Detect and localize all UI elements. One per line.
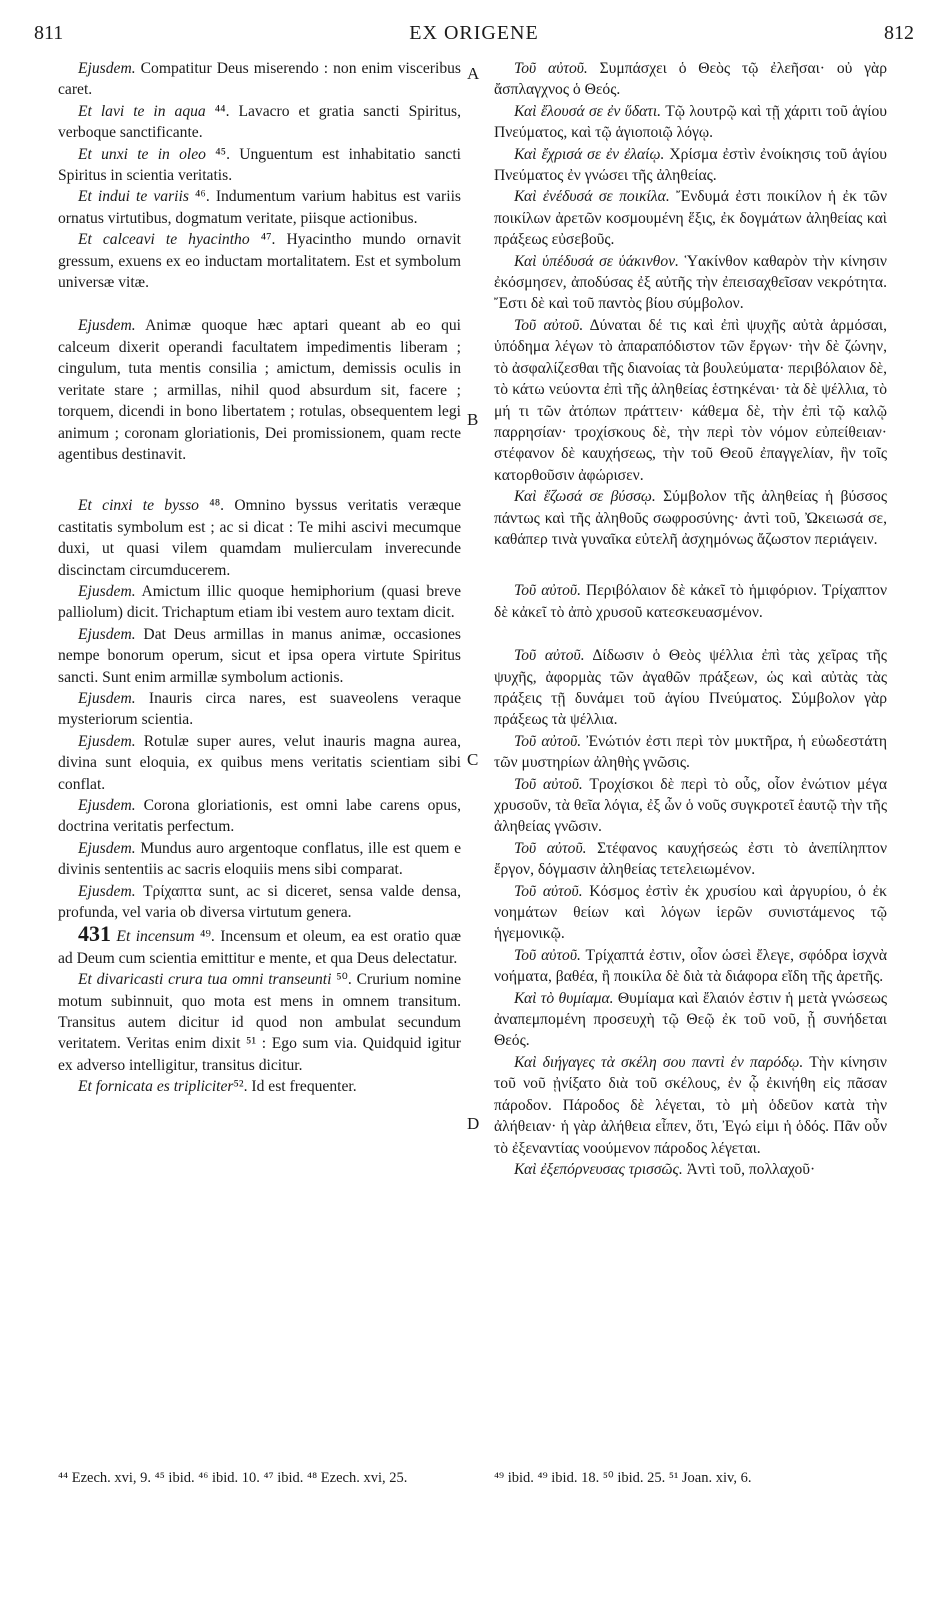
paragraph-lemma: Καὶ ἔζωσά σε βύσσῳ. — [514, 488, 656, 506]
left-paragraph — [58, 581, 461, 624]
right-paragraph — [494, 315, 887, 486]
right-paragraph — [494, 645, 887, 731]
paragraph-lemma: Ejusdem. — [78, 317, 136, 335]
right-paragraph — [494, 945, 887, 988]
paragraph-lemma: Ejusdem. — [78, 882, 136, 900]
left-paragraph — [58, 315, 461, 465]
paragraph-text: Rotulæ super aures, velut inauris magna aurea, divina sunt eloquia, ex quibus mens veritatis scientiam sibi conflat. — [58, 732, 461, 793]
right-paragraph — [494, 774, 887, 838]
paragraph-lemma: Ejusdem. — [78, 60, 136, 77]
right-paragraph — [494, 1052, 887, 1159]
paragraph-lemma: Ejusdem. — [78, 839, 136, 857]
paragraph-text: Στέφανος καυχήσεώς ἐστι τὸ ἀνεπίληπτον ἔργον, δόγμασιν ἀληθείας τετελειωμένον. — [494, 839, 887, 879]
left-paragraph — [58, 144, 461, 187]
paragraph-text: Θυμίαμα καὶ ἔλαιόν ἐστιν ἡ μετὰ γνώσεως ἀναπεμπομένη προσευχὴ τῷ Θεῷ ἐκ τοῦ νοῦ, ᾗ συνήδεται Θεός. — [494, 989, 888, 1050]
right-paragraph — [494, 881, 887, 945]
paragraph-lemma: Et unxi te in oleo — [78, 145, 206, 163]
left-paragraph — [58, 731, 461, 795]
paragraph-text: ⁴⁸. Omnino byssus veritatis veræque castitatis symbolum est ; ac si dicat : Te mihi ascivi mecumque duxi, ut quasi vilem quamdam mulierculam inverecunde discinctam circumducerem. — [58, 497, 462, 579]
right-paragraph — [494, 251, 887, 315]
left-paragraph — [58, 923, 461, 969]
left-paragraph — [58, 624, 461, 688]
left-paragraph — [58, 229, 461, 293]
paragraph-lemma: Et indui te variis — [78, 188, 189, 206]
paragraph-lemma: Τοῦ αὐτοῦ. — [514, 732, 582, 750]
latin-column — [58, 58, 461, 1098]
right-paragraph — [494, 144, 887, 187]
left-paragraph — [58, 688, 461, 731]
paragraph-text: ⁵⁰. Crurium nomine motum subinnuit, quo mota est mens in omnem transitum. Transitus autem dicitur id quod non ambulat secundum veritatem. Veritas enim dixit ⁵¹ : Ego sum via. Quidquid igitur ex adverso intelligitur, transitus dicitur. — [58, 971, 461, 1074]
paragraph-lemma: Καὶ ἔλουσά σε ἐν ὕδατι. — [514, 102, 662, 120]
paragraph-text: Animæ quoque hæc aptari queant ab eo qui calceum dixerit operandi facultatem impedimentis liberam ; cingulum, tuta mentis consilia ; amictum, demissis oculis in veritate stare ; armillas, nihil quod absurdum sit, facere ; torquem, dicendi in bono libertatem ; rotulas, obsequentem legi animum ; coronam gloriationis, Dei promissionem, quam recte agentibus destinavit. — [58, 317, 461, 463]
left-paragraph — [58, 969, 461, 1076]
paragraph-text: Τρίχαπτά ἐστιν, οἷον ὡσεὶ ἔλεγε, σφόδρα ἰσχνὰ νοήματα, βαθέα, ἢ ποικίλα δὲ διὰ τὰ διάφορα εἴδη τῆς ἀρετῆς. — [494, 946, 887, 986]
left-paragraph — [58, 58, 461, 101]
paragraph-text: Dat Deus armillas in manus animæ, occasiones nempe bonorum operum, sicut et ipsa opera virtute Spiritus sancti. Sunt enim armillæ symbolum actionis. — [58, 625, 461, 686]
paragraph-lemma: Καὶ ἔχρισά σε ἐν ἐλαίῳ. — [514, 145, 665, 163]
right-paragraph — [494, 838, 887, 881]
greek-column — [494, 58, 887, 1180]
paragraph-text: Ἐνώτιόν ἐστι περὶ τὸν μυκτῆρα, ἡ εὐωδεστάτη τῶν μυστηρίων ἀληθὴς γνῶσις. — [494, 732, 887, 772]
paragraph-lemma: Καὶ ὑπέδυσά σε ὑάκινθον. — [514, 252, 679, 270]
paragraph-text: Mundus auro argentoque conflatus, ille est quem e divinis sententiis ac sacris eloquiis mens sibi comparat. — [58, 839, 461, 879]
left-paragraph — [58, 795, 461, 838]
paragraph-lemma: Et calceavi te hyacintho — [78, 231, 250, 249]
paragraph-lemma: Τοῦ αὐτοῦ. — [514, 882, 583, 900]
paragraph-lemma: Τοῦ αὐτοῦ. — [514, 316, 584, 334]
running-title: EX ORIGENE — [409, 22, 539, 44]
left-paragraph — [58, 101, 461, 144]
paragraph-text: Ἀντὶ τοῦ, πολλαχοῦ· — [682, 1160, 816, 1178]
right-paragraph — [494, 58, 887, 101]
paragraph-lemma: Καὶ διήγαγες τὰ σκέλη σου παντὶ ἐν παρόδῳ. — [514, 1053, 804, 1071]
paragraph-text: Ἔνδυμά ἐστι ποικίλον ἡ ἐκ τῶν ποικίλων ἀρετῶν κοσμουμένη ἕξις, ἐκ δογμάτων ἀληθείας καὶ πράξεως εὐσεβοῦς. — [494, 188, 887, 249]
paragraph-text: Κόσμος ἐστὶν ἐκ χρυσίου καὶ ἀργυρίου, ὁ ἐκ νοημάτων θείων καὶ λόγων ἱερῶν συνιστάμενος τῷ ἡγεμονικῷ. — [494, 882, 887, 943]
paragraph-lemma: Et fornicata es tripliciter — [78, 1078, 234, 1096]
paragraph-lemma: Et incensum — [111, 928, 195, 946]
paragraph-text: ⁴⁷. Hyacintho mundo ornavit gressum, exuens ex eo inductam mortalitatem. Est et symbolum universæ vitæ. — [58, 231, 461, 292]
left-page-number: 811 — [34, 22, 64, 44]
paragraph-lemma: Ejusdem. — [78, 732, 136, 750]
paragraph-lemma: Ejusdem. — [78, 582, 136, 600]
right-paragraph — [494, 1159, 887, 1180]
paragraph-lemma: Ejusdem. — [78, 797, 136, 814]
paragraph-text: Συμπάσχει ὁ Θεὸς τῷ ἐλεῆσαι· οὐ γὰρ ἄσπλαγχνος ὁ Θεός. — [494, 60, 887, 99]
paragraph-lemma: Καὶ ἐξεπόρνευσας τρισσῶς. — [514, 1160, 683, 1178]
paragraph-text: Τροχίσκοι δὲ περὶ τὸ οὖς, οἷον ἐνώτιον μέγα χρυσοῦν, τὰ θεῖα λόγια, ἐξ ὧν ὁ νοῦς συγκροτεῖ ἑαυτῷ τὴν τῆς ἀληθείας γνῶσιν. — [494, 775, 887, 836]
paragraph-text: Compatitur Deus miserendo : non enim visceribus caret. — [58, 60, 461, 99]
margin-letter-d: D — [467, 1114, 480, 1133]
paragraph-lemma: Et cinxi te bysso — [78, 497, 199, 515]
right-paragraph — [494, 580, 887, 623]
left-paragraph — [58, 838, 461, 881]
paragraph-lemma: Καὶ ἐνέδυσά σε ποικίλα. — [514, 188, 670, 206]
paragraph-text: Χρίσμα ἐστὶν ἐνοίκησις τοῦ ἁγίου Πνεύματος ἐν γνώσει τῆς ἀληθείας. — [494, 145, 887, 185]
paragraph-lemma: Et lavi te in aqua — [78, 102, 206, 120]
right-paragraph — [494, 101, 887, 144]
paragraph-text: ⁴⁹. Incensum et oleum, ea est oratio quæ ad Deum cum scientia emittitur e mente, et qua Deus delectatur. — [58, 928, 461, 967]
paragraph-text: Περιβόλαιον δὲ κἀκεῖ τὸ ἡμιφόριον. Τρίχαπτον δὲ κἀκεῖ τὸ ἀπὸ χρυσοῦ κατεσκευασμένον. — [494, 582, 887, 621]
paragraph-text: Amictum illic quoque hemiphorium (quasi breve palliolum) dicit. Trichaptum etiam ibi vestem auro textam dicit. — [58, 582, 461, 622]
paragraph-text: Ὑακίνθον καθαρὸν τὴν κίνησιν ἐκόσμησεν, ἀποδύσας ἐξ αὐτῆς τὴν ἐπεισαχθεῖσαν νεκρότητα. Ἔστι δὲ καὶ τοῦ παντὸς βίου σύμβολον. — [494, 252, 887, 313]
paragraph-text: ⁴⁶. Indumentum varium habitus est variis ornatus virtutibus, dogmatum veritate, piisque actionibus. — [58, 188, 461, 227]
paragraph-lemma: Τοῦ αὐτοῦ. — [514, 647, 585, 665]
right-page-number: 812 — [884, 22, 914, 44]
paragraph-text: Δύναται δέ τις καὶ ἐπὶ ψυχῆς αὐτὰ ἁρμόσαι, ὑπόδημα λέγων τὸ ἀπαραπόδιστον τῶν ἔργων· τὴν δὲ ζώνην, τὸ ἀσφαλίζεσθαι τῆς διανοίας τὰ βουλεύματα· περιβόλαιον δὲ, τὸ κάτω νεύοντα ἐπὶ τῆς ἀληθείας ἑστηκέναι· τὰ δὲ ψέλλια, τὸ μή τι τῶν ἀτόπων πράττειν· κάθεμα δὲ, τὴν ἐπὶ τῷ καλῷ παρρησίαν· τροχίσκους δὲ, τὴν περὶ τὸν νόμον εὐπείθειαν· στέφανον δὲ καυχήσεως, τὴν τοῦ Θεοῦ ἐπαγγελίαν, ἣν τοῖς κατορθοῦσιν ἀφώρισεν. — [494, 316, 887, 484]
paragraph-text: ⁵². Id est frequenter. — [233, 1078, 357, 1096]
left-paragraph — [58, 186, 461, 229]
page-header — [34, 22, 914, 52]
paragraph-lemma: Τοῦ αὐτοῦ. — [514, 582, 581, 600]
paragraph-text: Inauris circa nares, est suaveolens veraque mysteriorum scientia. — [58, 689, 461, 729]
paragraph-text: Δίδωσιν ὁ Θεὸς ψέλλια ἐπὶ τὰς χεῖρας τῆς ψυχῆς, ἀφορμὰς τῶν ἀγαθῶν πράξεων, ὡς καὶ αὐτὰς τὰς πράξεις τῇ δυνάμει τοῦ ἁγίου Πνεύματος. Σύμβολον γὰρ πράξεως τὰ ψέλλια. — [494, 647, 887, 729]
paragraph-text: Corona gloriationis, est omni labe carens opus, doctrina veritatis perfectum. — [58, 797, 461, 836]
margin-letter-b: B — [467, 410, 479, 429]
paragraph-lemma: Τοῦ αὐτοῦ. — [514, 839, 587, 857]
paragraph-text: Σύμβολον τῆς ἀληθείας ἡ βύσσος πάντως καὶ τῆς ἀληθοῦς σωφροσύνης· ἀντὶ τοῦ, Ὠκειωσά σε, καθάπερ τινὰ γυναῖκα εὐτελῆ ἀσχημόνως ἄζωστον περιάγειν. — [494, 488, 887, 548]
margin-letter-c: C — [467, 750, 479, 769]
footnotes-right: ⁴⁹ ibid. ⁴⁹ ibid. 18. ⁵⁰ ibid. 25. ⁵¹ Joan. xiv, 6. — [494, 1470, 752, 1486]
left-paragraph — [58, 881, 461, 924]
column-number: 431 — [78, 921, 111, 947]
paragraph-lemma: Ejusdem. — [78, 625, 136, 643]
paragraph-text: Τρίχαπτα sunt, ac si diceret, sensa valde densa, profunda, vel varia ob diversa virtutum genera. — [58, 882, 461, 922]
paragraph-lemma: Τοῦ αὐτοῦ. — [514, 946, 581, 964]
right-paragraph — [494, 731, 887, 774]
paragraph-lemma: Καὶ τὸ θυμίαμα. — [514, 989, 614, 1007]
footnotes-left: ⁴⁴ Ezech. xvi, 9. ⁴⁵ ibid. ⁴⁶ ibid. 10. ⁴⁷ ibid. ⁴⁸ Ezech. xvi, 25. — [58, 1470, 408, 1486]
right-paragraph — [494, 186, 887, 250]
margin-letter-a: A — [467, 64, 480, 83]
left-paragraph — [58, 1076, 461, 1097]
right-paragraph — [494, 486, 887, 550]
paragraph-text: ⁴⁵. Unguentum est inhabitatio sancti Spiritus in scientia veritatis. — [58, 145, 462, 185]
paragraph-text: Τῷ λουτρῷ καὶ τῇ χάριτι τοῦ ἁγίου Πνεύματος, καὶ τῷ ἁγιοποιῷ λόγῳ. — [494, 102, 887, 142]
paragraph-lemma: Τοῦ αὐτοῦ. — [514, 775, 583, 793]
paragraph-text: Τὴν κίνησιν τοῦ νοῦ ᾐνίξατο διὰ τοῦ σκέλους, ἐν ᾧ ἐκινήθη εἰς πᾶσαν πάροδον. Πάροδος δὲ λέγεται, τὸ μὴ ὁδεῦον κατὰ τὴν ἀλήθειαν· ἡ γὰρ ἀλήθεια εἶπεν, ὅτι, Ἐγώ εἰμι ἡ ὁδός. Πᾶν οὖν τὸ ἐξεναντίας νοούμενον πάροδος λέγεται. — [494, 1053, 887, 1157]
paragraph-text: ⁴⁴. Lavacro et gratia sancti Spiritus, verboque sanctificante. — [58, 102, 461, 142]
paragraph-lemma: Τοῦ αὐτοῦ. — [514, 60, 588, 77]
paragraph-lemma: Ejusdem. — [78, 689, 136, 707]
left-paragraph — [58, 495, 461, 581]
paragraph-lemma: Et divaricasti crura tua omni transeunti — [78, 971, 332, 989]
right-paragraph — [494, 988, 887, 1052]
